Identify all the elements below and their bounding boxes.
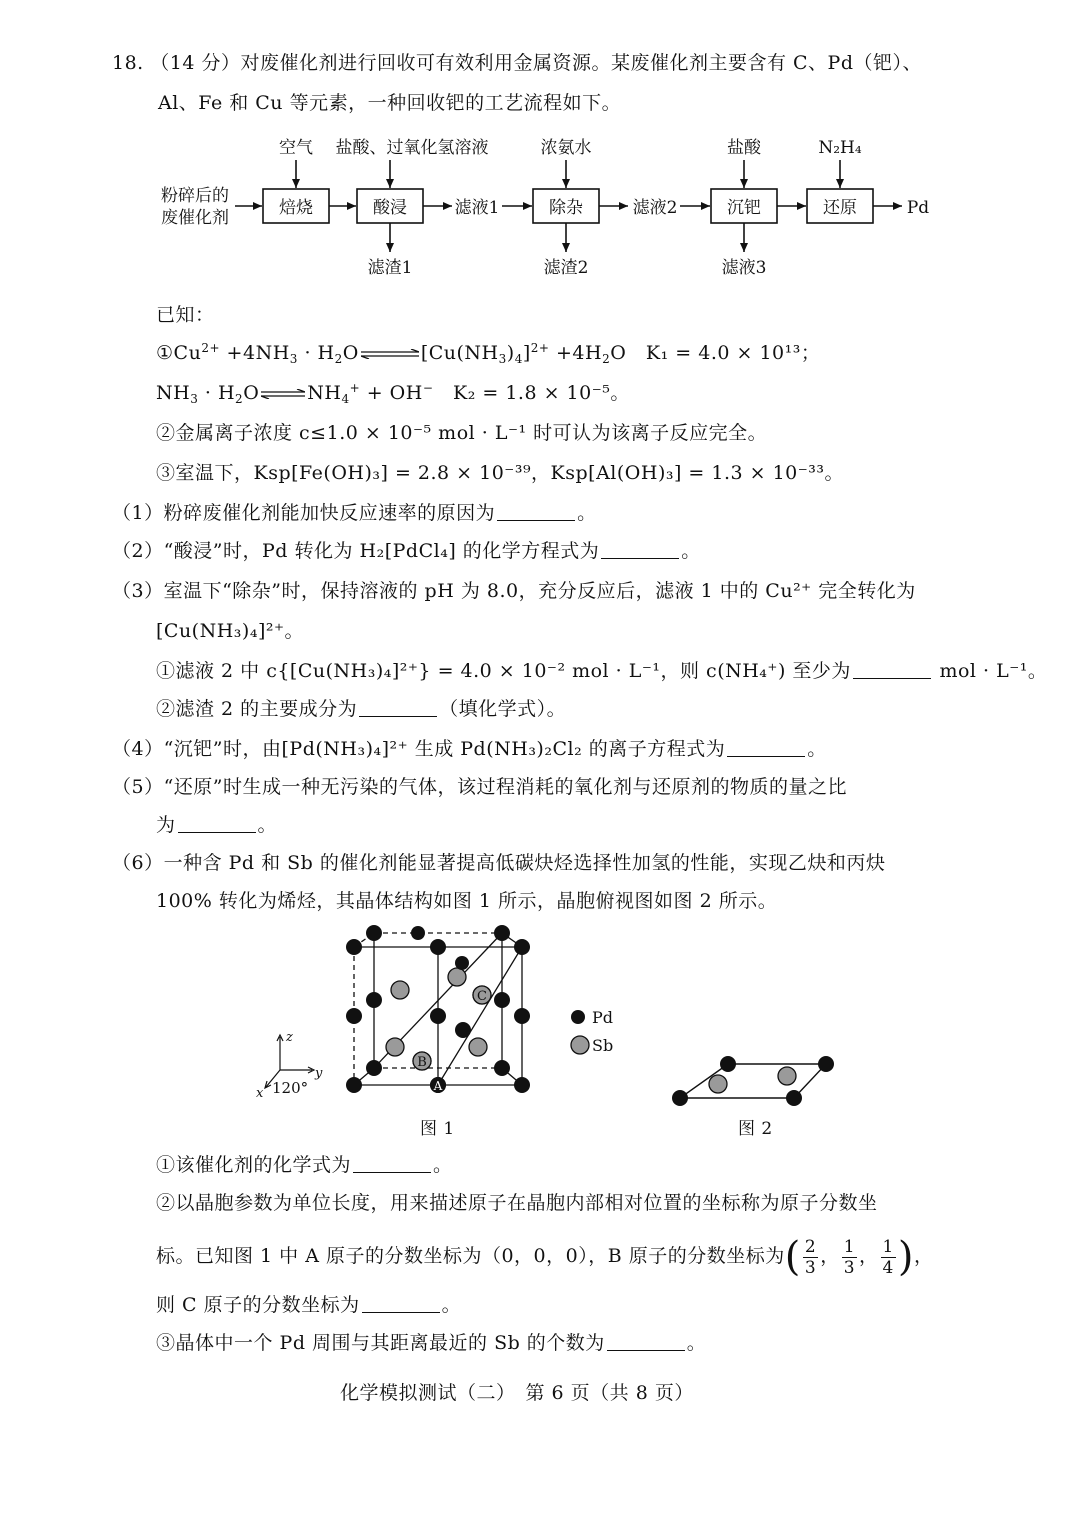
sb-atom (469, 1038, 487, 1056)
legend-pd-marker (571, 1010, 585, 1024)
legend-sb: Sb (592, 1036, 614, 1055)
fraction-y: $\frac{1}{3}$ (843, 1236, 856, 1278)
answer-blank-6-3[interactable] (607, 1332, 685, 1351)
part5-line1: （5）“还原”时生成一种无污染的气体，该过程消耗的氧化剂与还原剂的物质的量之比 (112, 776, 848, 798)
known-item2: ②金属离子浓度 c≤1.0 × 10⁻⁵ mol · L⁻¹ 时可认为该离子反应完全。 (156, 422, 768, 444)
pd-atom (366, 1060, 382, 1076)
atom-c-label: C (477, 989, 487, 1004)
sb-atom (709, 1075, 727, 1093)
subq1: ①该催化剂的化学式为 。 (156, 1154, 453, 1176)
pd-atom (366, 925, 382, 941)
answer-blank-2[interactable] (601, 540, 679, 559)
flow-start-line1: 粉碎后的 (161, 186, 229, 206)
filtrate-1: 滤液1 (454, 198, 500, 218)
pd-atom (514, 1077, 530, 1093)
answer-blank-1[interactable] (497, 502, 575, 521)
sb-atom (778, 1067, 796, 1085)
part3-line1: （3）室温下“除杂”时，保持溶液的 pH 为 8.0，充分反应后，滤液 1 中的 Cu²⁺ 完全转化为 (112, 580, 916, 602)
subq2-line3: 则 C 原子的分数坐标为 。 (156, 1294, 462, 1316)
process-flowchart (150, 128, 940, 288)
step-reduction: 还原 (823, 198, 857, 218)
angle-label: 120° (272, 1079, 309, 1097)
step-roast: 焙烧 (279, 198, 313, 218)
pd-atom (366, 992, 382, 1008)
pd-atom (430, 1008, 446, 1024)
k1-value: K₁ = 4.0 × 10¹³； (645, 342, 821, 364)
part3-sub1: ①滤液 2 中 c{[Cu(NH₃)₄]²⁺} = 4.0 × 10⁻² mol · L⁻¹，则 c(NH₄⁺) 至少为 mol · L⁻¹。 (156, 660, 1048, 682)
pd-atom (786, 1090, 802, 1106)
known-equilibrium-1: $①Cu^{2+} +4NH_3 \cdot H_2O$ $[Cu(NH_3)_4]^{2+} +4H_2O$ K₁ = 4.0 × 10¹³； (156, 341, 821, 366)
sb-atom (448, 968, 466, 986)
sb-atom (386, 1038, 404, 1056)
part2: （2）“酸浸”时，Pd 转化为 H₂[PdCl₄] 的化学方程式为 。 (112, 540, 701, 562)
flow-start-line2: 废催化剂 (161, 208, 229, 228)
page-footer: 化学模拟测试（二） 第 6 页（共 8 页） (340, 1382, 694, 1404)
question-intro-line1: 18. （14 分）对废催化剂进行回收可有效利用金属资源。某废催化剂主要含有 C、Pd（钯）、 (112, 52, 922, 74)
reagent-air: 空气 (279, 138, 313, 158)
pd-atom (455, 956, 469, 970)
step-impurity-removal: 除杂 (549, 198, 583, 218)
pd-atom (514, 1008, 530, 1024)
fraction-x: $\frac{2}{3}$ (804, 1236, 817, 1278)
axis-z-label: z (286, 1030, 293, 1045)
part3-sub2: ②滤渣 2 的主要成分为 （填化学式）。 (156, 698, 567, 720)
legend-sb-marker (571, 1036, 589, 1054)
residue-1: 滤渣1 (367, 258, 413, 278)
legend-pd: Pd (592, 1008, 614, 1027)
axis-x-label: x (256, 1086, 264, 1101)
part5-line2: 为 。 (156, 814, 278, 836)
answer-blank-3-2[interactable] (359, 698, 437, 717)
pd-atom (720, 1056, 736, 1072)
pd-atom (346, 1008, 362, 1024)
answer-blank-6-2[interactable] (362, 1294, 440, 1313)
figure1-caption: 图 1 (420, 1119, 455, 1139)
known-title: 已知： (156, 304, 215, 326)
residue-2: 滤渣2 (543, 258, 589, 278)
part1: （1）粉碎废催化剂能加快反应速率的原因为 。 (112, 502, 597, 524)
step-acid-leach: 酸浸 (373, 198, 407, 218)
subq2-line2: 标。已知图 1 中 A 原子的分数坐标为（0，0，0），B 原子的分数坐标为( $\frac{2}{3}$ ， $\frac{1}{3}$ ， $\frac{1}{4}$ )， (156, 1234, 934, 1280)
question-intro-line2: Al、Fe 和 Cu 等元素，一种回收钯的工艺流程如下。 (158, 92, 622, 114)
part6-line1: （6）一种含 Pd 和 Sb 的催化剂能显著提高低碳炔烃选择性加氢的性能，实现乙炔和丙炔 (112, 852, 886, 874)
answer-blank-3-1[interactable] (853, 660, 931, 679)
figure2-caption: 图 2 (738, 1119, 773, 1139)
pd-atom (494, 1060, 510, 1076)
pd-atom (411, 926, 425, 940)
equilibrium-arrow-icon (261, 389, 305, 399)
axis-y-label: y (315, 1066, 323, 1081)
subq2-line1: ②以晶胞参数为单位长度，用来描述原子在晶胞内部相对位置的坐标称为原子分数坐 (156, 1192, 878, 1214)
known-equilibrium-2: $NH_3 \cdot H_2O$ $NH_4^+ + OH^-$ K₂ = 1.8 × 10⁻⁵。 (156, 381, 630, 406)
pd-atom (818, 1056, 834, 1072)
pd-atom (430, 939, 446, 955)
pd-atom (494, 992, 510, 1008)
part3-line2: [Cu(NH₃)₄]²⁺。 (156, 620, 304, 642)
fraction-z: $\frac{1}{4}$ (882, 1236, 894, 1278)
answer-blank-6-1[interactable] (353, 1154, 431, 1173)
reagent-hcl: 盐酸 (727, 138, 761, 158)
pd-atom (455, 1022, 471, 1038)
step-precipitate-pd: 沉钯 (727, 198, 761, 218)
atom-a-label: A (433, 1079, 443, 1093)
unit-cell-top-view (666, 1050, 846, 1110)
equilibrium-arrow-icon (361, 349, 419, 359)
atom-b-label: B (417, 1055, 427, 1070)
pd-atom (346, 1077, 362, 1093)
product-pd: Pd (906, 198, 930, 218)
subq3: ③晶体中一个 Pd 周围与其距离最近的 Sb 的个数为 。 (156, 1332, 707, 1354)
k2-value: K₂ = 1.8 × 10⁻⁵。 (453, 382, 630, 404)
known-item3: ③室温下，Ksp[Fe(OH)₃] = 2.8 × 10⁻³⁹，Ksp[Al(OH)₃] = 1.3 × 10⁻³³。 (156, 462, 845, 484)
pd-atom (494, 925, 510, 941)
reagent-ammonia: 浓氨水 (540, 138, 592, 158)
answer-blank-4[interactable] (727, 738, 805, 757)
reagent-hcl-h2o2: 盐酸、过氧化氢溶液 (335, 138, 489, 158)
part6-line2: 100% 转化为烯烃，其晶体结构如图 1 所示，晶胞俯视图如图 2 所示。 (156, 890, 778, 912)
sb-atom (391, 981, 409, 999)
filtrate-3: 滤液3 (721, 258, 767, 278)
filtrate-2: 滤液2 (632, 198, 678, 218)
part4: （4）“沉钯”时，由[Pd(NH₃)₄]²⁺ 生成 Pd(NH₃)₂Cl₂ 的离子方程式为 。 (112, 738, 827, 760)
pd-atom (346, 939, 362, 955)
reagent-n2h4: N₂H₄ (818, 138, 862, 158)
pd-atom (672, 1090, 688, 1106)
crystal-structure-figure (250, 925, 650, 1125)
pd-atom (514, 939, 530, 955)
answer-blank-5[interactable] (178, 814, 256, 833)
